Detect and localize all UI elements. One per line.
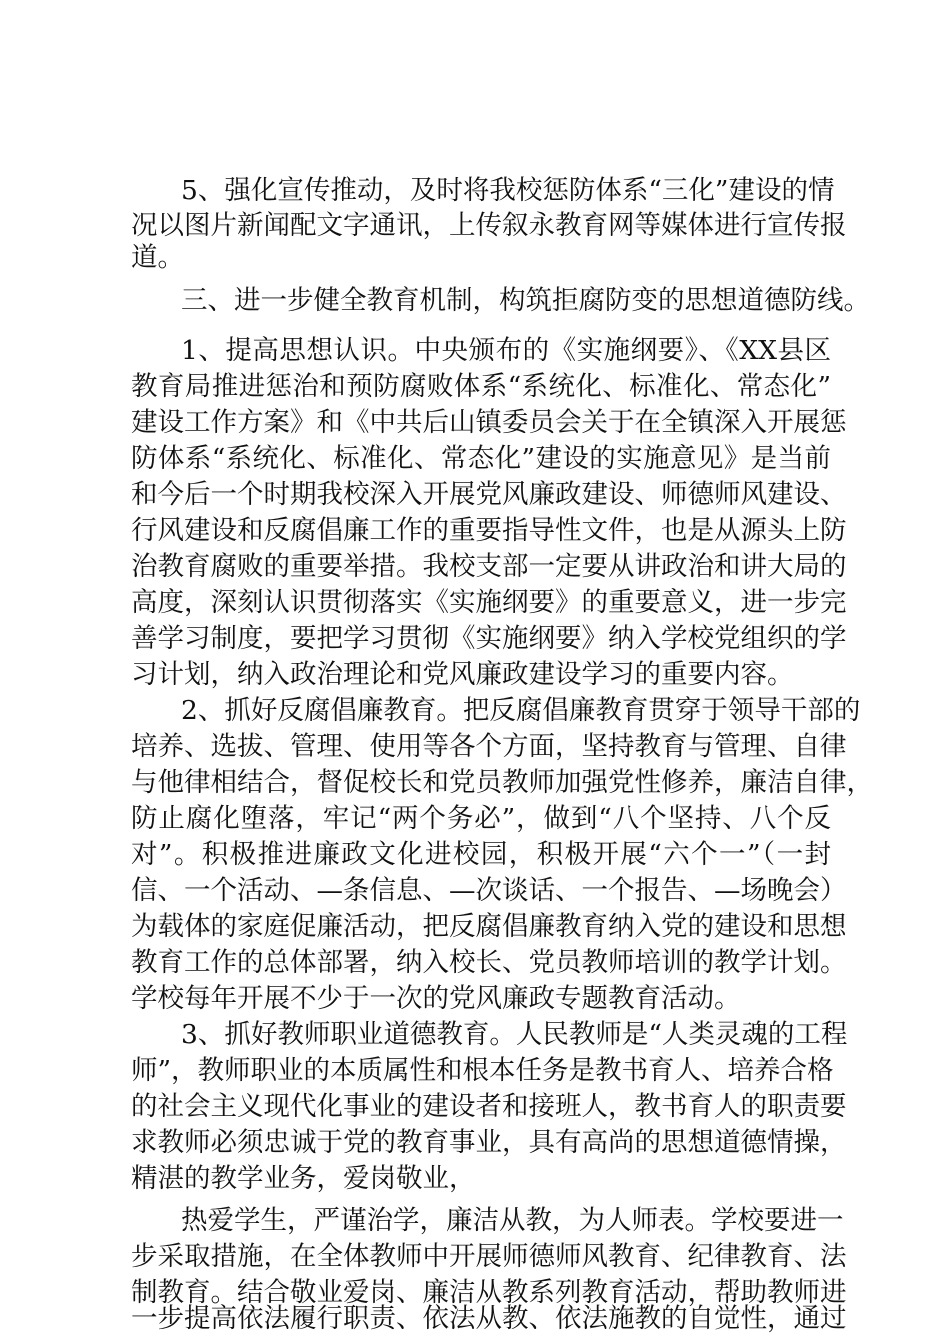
- paragraph-line: 高度，深刻认识贯彻落实《实施纲要》的重要意义，进一步完: [131, 587, 847, 618]
- paragraph-line: 信、一个活动、—条信息、—次谈话、一个报告、—场晚会）: [131, 875, 847, 906]
- paragraph-line: 为载体的家庭促廉活动，把反腐倡廉教育纳入党的建设和思想: [131, 911, 847, 942]
- paragraph-line: 3、抓好教师职业道德教育。人民教师是“人类灵魂的工程: [181, 1019, 848, 1050]
- paragraph-line: 和今后一个时期我校深入开展党风廉政建设、师德师风建设、: [131, 479, 847, 510]
- paragraph-line: 教育局推进惩治和预防腐败体系“系统化、标准化、常态化”: [131, 371, 831, 402]
- paragraph-line: 培养、选拔、管理、使用等各个方面，坚持教育与管理、自律: [131, 731, 847, 762]
- paragraph-line: 对”。积极推进廉政文化进校园，积极开展“六个一”（一封: [131, 839, 831, 870]
- paragraph-line: 精湛的教学业务，爱岗敬业，: [131, 1163, 476, 1194]
- paragraph-line: 与他律相结合，督促校长和党员教师加强党性修养，廉洁自律，: [131, 767, 873, 798]
- paragraph-line: 治教育腐败的重要举措。我校支部一定要从讲政治和讲大局的: [131, 551, 847, 582]
- paragraph-line: 善学习制度，要把学习贯彻《实施纲要》纳入学校党组织的学: [131, 623, 847, 654]
- paragraph-line: 道。: [131, 242, 184, 273]
- paragraph-line: 师”，教师职业的本质属性和根本任务是教书育人、培养合格: [131, 1055, 834, 1086]
- paragraph-line: 况以图片新闻配文字通讯，上传叙永教育网等媒体进行宣传报: [131, 210, 847, 241]
- paragraph-line: 1、提高思想认识。中央颁布的《实施纲要》、《XX县区: [181, 335, 831, 366]
- paragraph-line: 热爱学生，严谨治学，廉洁从教，为人师表。学校要进一: [181, 1205, 844, 1236]
- paragraph-line: 一步提高依法履行职责、依法从教、依法施教的自觉性，通过: [131, 1303, 847, 1334]
- paragraph-line: 建设工作方案》和《中共后山镇委员会关于在全镇深入开展惩: [131, 407, 847, 438]
- paragraph-line: 教育工作的总体部署，纳入校长、党员教师培训的教学计划。: [131, 947, 847, 978]
- paragraph-line: 制教育。结合敬业爱岗、廉洁从教系列教育活动，帮助教师进: [131, 1277, 847, 1308]
- paragraph-line: 防止腐化堕落，牢记“两个务必”，做到“八个坚持、八个反: [131, 803, 831, 834]
- paragraph-line: 习计划，纳入政治理论和党风廉政建设学习的重要内容。: [131, 659, 794, 690]
- paragraph-line: 步采取措施，在全体教师中开展师德师风教育、纪律教育、法: [131, 1241, 847, 1272]
- section-heading: 三、进一步健全教育机制，构筑拒腐防变的思想道德防线。: [181, 285, 870, 316]
- paragraph-line: 的社会主义现代化事业的建设者和接班人，教书育人的职责要: [131, 1091, 847, 1122]
- paragraph-line: 学校每年开展不少于一次的党风廉政专题教育活动。: [131, 983, 741, 1014]
- paragraph-line: 行风建设和反腐倡廉工作的重要指导性文件，也是从源头上防: [131, 515, 847, 546]
- paragraph-line: 求教师必须忠诚于党的教育事业，具有高尚的思想道德情操，: [131, 1127, 847, 1158]
- paragraph-line: 5、强化宣传推动，及时将我校惩防体系“三化”建设的情: [181, 175, 835, 206]
- paragraph-line: 2、抓好反腐倡廉教育。把反腐倡廉教育贯穿于领导干部的: [181, 695, 861, 726]
- paragraph-line: 防体系“系统化、标准化、常态化”建设的实施意见》是当前: [131, 443, 831, 474]
